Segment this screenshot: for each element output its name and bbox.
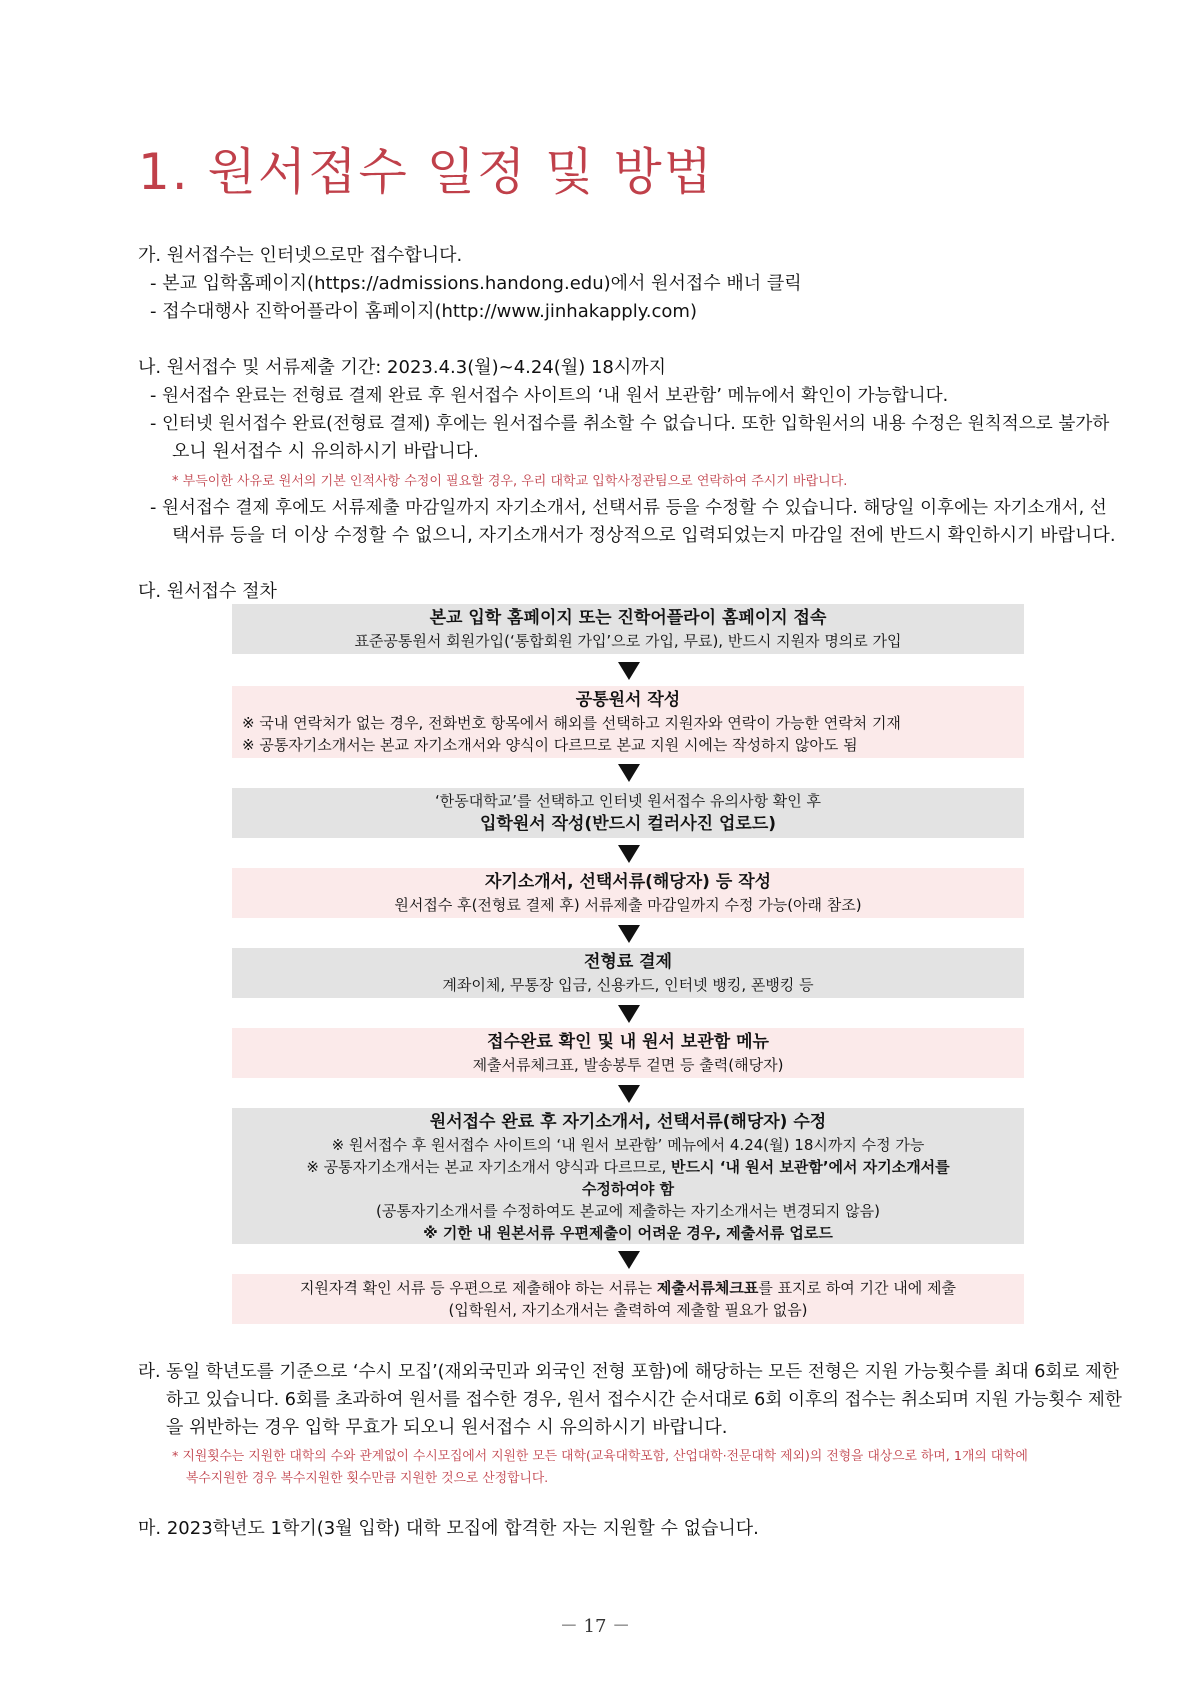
step-8-line-1-text-end: 를 표지로 하여 기간 내에 제출 xyxy=(758,1279,957,1297)
step-5-heading: 전형료 결제 xyxy=(583,952,673,972)
section-ra-line-1: 라. 동일 학년도를 기준으로 ‘수시 모집’(재외국민과 외국인 전형 포함)에 해당하는 모든 전형은 지원 가능횟수를 최대 6회로 제한 xyxy=(138,1362,1119,1382)
section-ga-item-1: - 본교 입학홈페이지(https://admissions.handong.edu)에서 원서접수 배너 클릭 xyxy=(150,273,802,294)
section-ra-note-2: 복수지원한 경우 복수지원한 횟수만큼 지원한 것으로 산정합니다. xyxy=(186,1471,549,1486)
step-4-heading: 자기소개서, 선택서류(해당자) 등 작성 xyxy=(484,872,772,892)
step-1-text: 표준공통원서 회원가입(‘통합회원 가입’으로 가입, 무료), 반드시 지원자 명의로 가입 xyxy=(354,632,902,650)
step-8-line-1-text: 지원자격 확인 서류 등 우편으로 제출해야 하는 서류는 xyxy=(299,1279,657,1297)
procedure-step-3 xyxy=(232,788,1024,838)
section-ga-heading: 가. 원서접수는 인터넷으로만 접수합니다. xyxy=(138,245,463,266)
step-3-heading: 입학원서 작성(반드시 컬러사진 업로드) xyxy=(479,814,777,834)
arrow-down-icon xyxy=(618,1251,640,1269)
section-da-heading: 다. 원서접수 절차 xyxy=(138,581,277,602)
page-number: － 17 － xyxy=(559,1616,631,1637)
step-7-line-1: ※ 원서접수 후 원서접수 사이트의 ‘내 원서 보관함’ 메뉴에서 4.24(월) 18시까지 수정 가능 xyxy=(331,1136,925,1154)
step-4-text: 원서접수 후(전형료 결제 후) 서류제출 마감일까지 수정 가능(아래 참조) xyxy=(394,896,862,914)
step-8-line-1 xyxy=(232,1274,1024,1299)
arrow-down-icon xyxy=(618,1005,640,1023)
section-na-item-1: - 원서접수 완료는 전형료 결제 완료 후 원서접수 사이트의 ‘내 원서 보관함’ 메뉴에서 확인이 가능합니다. xyxy=(150,386,949,406)
arrow-down-icon xyxy=(618,925,640,943)
step-7-heading: 원서접수 완료 후 자기소개서, 선택서류(해당자) 수정 xyxy=(429,1112,827,1132)
section-na-note: * 부득이한 사유로 원서의 기본 인적사항 수정이 필요할 경우, 우리 대학교 입학사정관팀으로 연락하여 주시기 바랍니다. xyxy=(172,474,848,489)
procedure-step-4 xyxy=(232,868,1024,918)
section-na-heading: 나. 원서접수 및 서류제출 기간: 2023.4.3(월)~4.24(월) 18시까지 xyxy=(138,357,667,378)
section-na-item-2: - 인터넷 원서접수 완료(전형료 결제) 후에는 원서접수를 취소할 수 없습니다. 또한 입학원서의 내용 수정은 원칙적으로 불가하 xyxy=(150,414,1110,434)
section-ga-item-2: - 접수대행사 진학어플라이 홈페이지(http://www.jinhakapply.com) xyxy=(150,301,697,322)
step-2-line-2: ※ 공통자기소개서는 본교 자기소개서와 양식이 다르므로 본교 지원 시에는 작성하지 않아도 됨 xyxy=(242,736,858,754)
section-ra-line-2: 하고 있습니다. 6회를 초과하여 원서를 접수한 경우, 원서 접수시간 순서대로 6회 이후의 접수는 취소되며 지원 가능횟수 제한 xyxy=(166,1390,1122,1410)
procedure-step-2 xyxy=(232,686,1024,758)
step-1-heading: 본교 입학 홈페이지 또는 진학어플라이 홈페이지 접속 xyxy=(429,608,827,628)
step-6-text: 제출서류체크표, 발송봉투 겉면 등 출력(해당자) xyxy=(472,1056,784,1074)
step-7-line-2 xyxy=(232,1156,1024,1178)
step-7-line-5: ※ 기한 내 원본서류 우편제출이 어려운 경우, 제출서류 업로드 xyxy=(423,1224,833,1242)
section-ma-heading: 마. 2023학년도 1학기(3월 입학) 대학 모집에 합격한 자는 지원할 수 없습니다. xyxy=(138,1518,759,1539)
step-7-line-2-emphasis: 반드시 ‘내 원서 보관함’에서 자기소개서를 xyxy=(671,1158,950,1176)
step-8-line-2: (입학원서, 자기소개서는 출력하여 제출할 필요가 없음) xyxy=(448,1301,808,1319)
section-na-item-3-cont: 택서류 등을 더 이상 수정할 수 없으니, 자기소개서가 정상적으로 입력되었는지 마감일 전에 반드시 확인하시기 바랍니다. xyxy=(172,525,1116,546)
procedure-step-6 xyxy=(232,1028,1024,1078)
arrow-down-icon xyxy=(618,764,640,782)
step-6-heading: 접수완료 확인 및 내 원서 보관함 메뉴 xyxy=(487,1032,769,1052)
step-7-line-3: 수정하여야 함 xyxy=(581,1180,675,1198)
page-title: 1. 원서접수 일정 및 방법 xyxy=(138,143,714,201)
procedure-step-5 xyxy=(232,948,1024,998)
arrow-down-icon xyxy=(618,1085,640,1103)
procedure-step-1 xyxy=(232,604,1024,654)
step-2-heading: 공통원서 작성 xyxy=(575,690,681,710)
step-2-line-1: ※ 국내 연락처가 없는 경우, 전화번호 항목에서 해외를 선택하고 지원자와 연락이 가능한 연락처 기재 xyxy=(242,714,901,732)
step-5-text: 계좌이체, 무통장 입금, 신용카드, 인터넷 뱅킹, 폰뱅킹 등 xyxy=(442,976,814,994)
section-ra-line-3: 을 위반하는 경우 입학 무효가 되오니 원서접수 시 유의하시기 바랍니다. xyxy=(166,1417,728,1438)
section-ra-note-1: * 지원횟수는 지원한 대학의 수와 관계없이 수시모집에서 지원한 모든 대학(교육대학포함, 산업대학·전문대학 제외)의 전형을 대상으로 하며, 1개의 대학에 xyxy=(172,1449,1028,1464)
step-3-text: ‘한동대학교’를 선택하고 인터넷 원서접수 유의사항 확인 후 xyxy=(435,792,821,810)
section-na-item-2-cont: 오니 원서접수 시 유의하시기 바랍니다. xyxy=(172,441,479,462)
step-7-line-4: (공통자기소개서를 수정하여도 본교에 제출하는 자기소개서는 변경되지 않음) xyxy=(376,1202,880,1220)
section-na-item-3: - 원서접수 결제 후에도 서류제출 마감일까지 자기소개서, 선택서류 등을 수정할 수 있습니다. 해당일 이후에는 자기소개서, 선 xyxy=(150,498,1107,518)
procedure-step-7 xyxy=(232,1108,1024,1244)
step-8-line-1-emphasis: 제출서류체크표 xyxy=(656,1279,759,1297)
procedure-step-8 xyxy=(232,1274,1024,1324)
arrow-down-icon xyxy=(618,845,640,863)
step-7-line-2-text: ※ 공통자기소개서는 본교 자기소개서 양식과 다르므로, xyxy=(306,1158,672,1176)
arrow-down-icon xyxy=(618,662,640,680)
